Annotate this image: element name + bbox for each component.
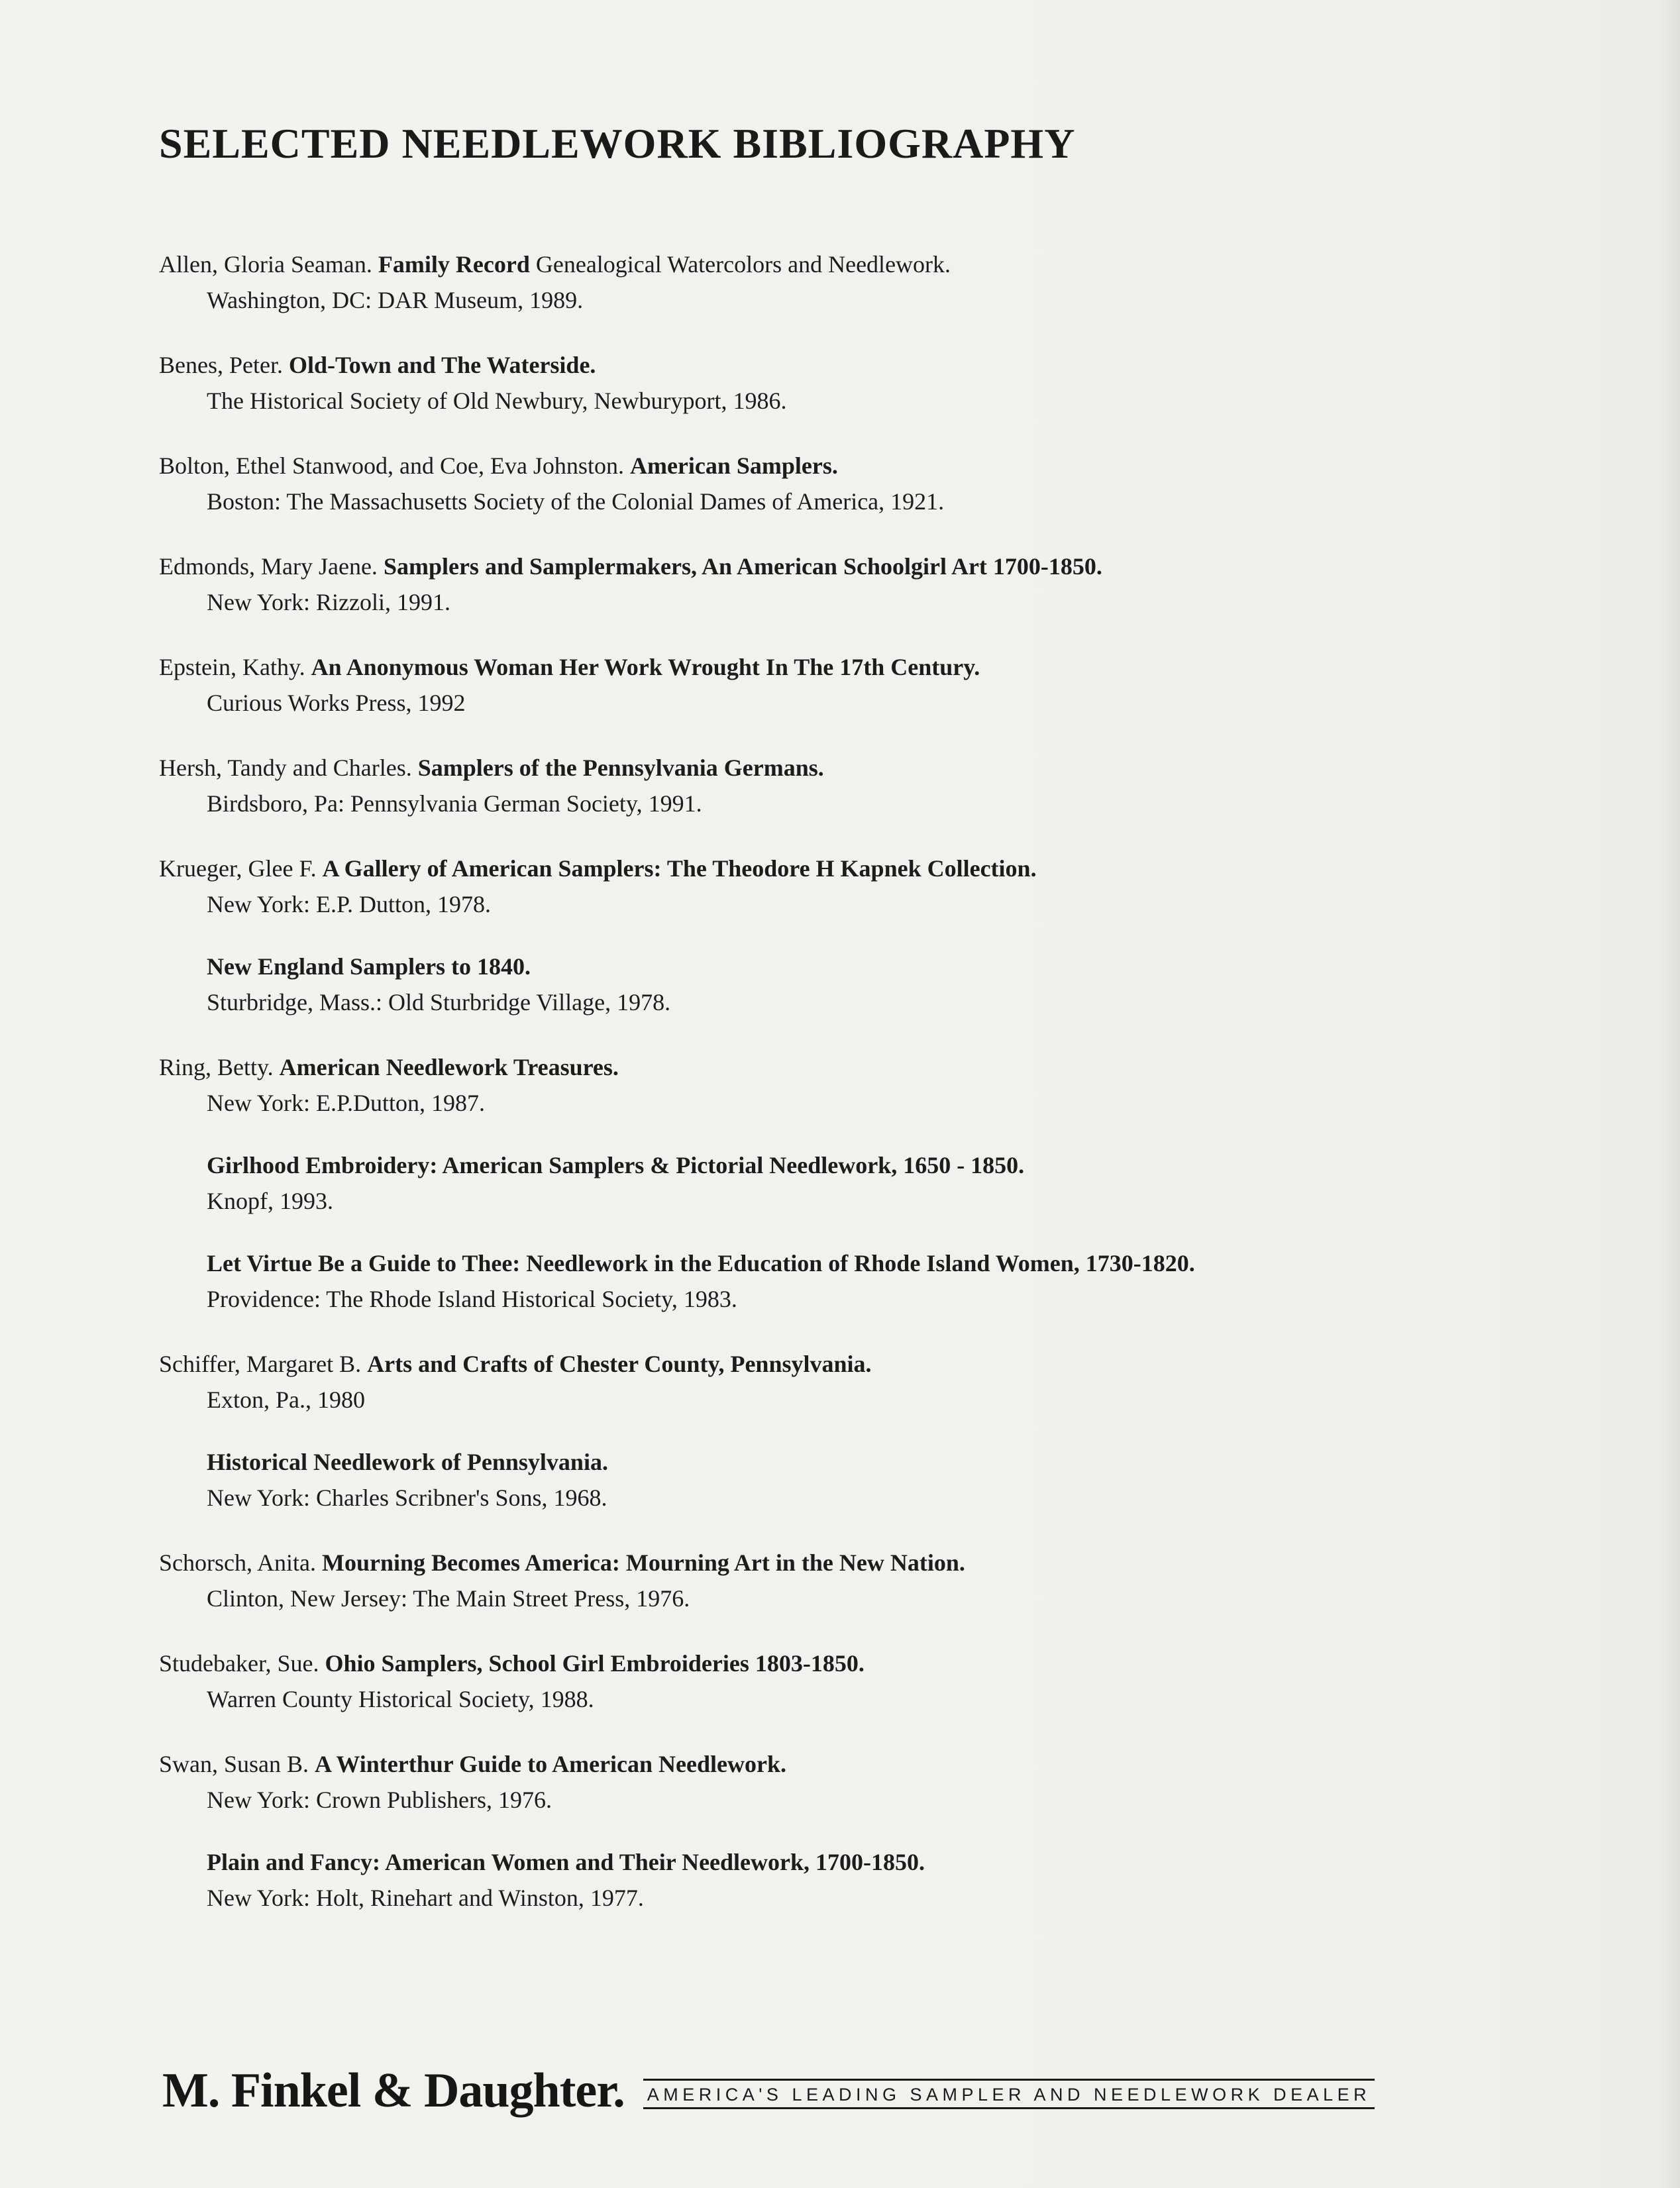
bibliography-entry [159,949,1484,1020]
bibliography-entry [159,1645,1484,1717]
bibliography-entry [159,1444,1484,1516]
entry-publisher: New York: Crown Publishers, 1976. [207,1787,552,1813]
entry-author: Schorsch, Anita. [159,1549,316,1576]
entry-subtitle: Genealogical Watercolors and Needlework. [535,251,951,278]
entry-publisher: The Historical Society of Old Newbury, Newburyport, 1986. [207,388,787,414]
entry-author: Allen, Gloria Seaman. [159,251,372,278]
entry-publisher: New York: Rizzoli, 1991. [207,589,450,615]
entry-citation-line [159,1645,1484,1681]
entry-title: Girlhood Embroidery: American Samplers & Pictorial Needlework, 1650 - 1850. [207,1152,1025,1178]
bibliography-entry [159,1346,1484,1418]
bibliography-entry [159,1245,1484,1317]
entry-author: Schiffer, Margaret B. [159,1351,362,1377]
entry-citation-line [159,1444,1484,1480]
entry-author: Hersh, Tandy and Charles. [159,755,412,781]
brand-logo: M. Finkel & Daughter. [162,2063,625,2118]
entry-citation-line [159,851,1484,886]
entry-author: Krueger, Glee F. [159,855,317,882]
page-title: SELECTED NEEDLEWORK BIBLIOGRAPHY [159,120,1076,167]
entry-citation-line [159,1245,1484,1281]
entry-publisher: Knopf, 1993. [207,1188,333,1214]
entry-citation-line [159,949,1484,984]
entry-citation-line [159,1746,1484,1782]
entry-title: Let Virtue Be a Guide to Thee: Needlework in the Education of Rhode Island Women, 1730-1820. [207,1250,1195,1276]
entry-author: Epstein, Kathy. [159,654,305,680]
entry-title: Historical Needlework of Pennsylvania. [207,1449,608,1475]
entry-author: Edmonds, Mary Jaene. [159,553,378,580]
bibliography-entry [159,347,1484,419]
entry-author: Ring, Betty. [159,1054,274,1080]
bibliography-list [159,246,1484,1945]
entry-title: New England Samplers to 1840. [207,953,531,980]
entry-publisher: New York: Holt, Rinehart and Winston, 1977. [207,1885,644,1911]
entry-author: Benes, Peter. [159,352,283,378]
entry-publisher: Washington, DC: DAR Museum, 1989. [207,287,584,313]
entry-title: Old-Town and The Waterside. [288,352,596,378]
bibliography-entry [159,1545,1484,1616]
entry-publisher: Exton, Pa., 1980 [207,1386,365,1413]
entry-publisher: Providence: The Rhode Island Historical Society, 1983. [207,1286,737,1312]
entry-title: A Gallery of American Samplers: The Theodore H Kapnek Collection. [322,855,1037,882]
entry-citation-line [159,347,1484,383]
bibliography-entry [159,1844,1484,1916]
entry-author: Studebaker, Sue. [159,1650,319,1677]
entry-citation-line [159,246,1484,282]
entry-author: Swan, Susan B. [159,1751,309,1777]
entry-publisher: Boston: The Massachusetts Society of the Colonial Dames of America, 1921. [207,488,945,515]
bibliography-entry [159,1147,1484,1219]
entry-title: Ohio Samplers, School Girl Embroideries 1803-1850. [325,1650,865,1677]
entry-title: Samplers of the Pennsylvania Germans. [417,755,824,781]
footer [162,2064,1375,2117]
entry-title: Mourning Becomes America: Mourning Art in the New Nation. [321,1549,965,1576]
paper-edge-shadow [1660,0,1680,2188]
entry-citation-line [159,548,1484,584]
entry-title: An Anonymous Woman Her Work Wrought In The 17th Century. [311,654,980,680]
entry-citation-line [159,448,1484,484]
entry-title: Family Record [378,251,530,278]
entry-title: A Winterthur Guide to American Needlework. [315,1751,786,1777]
bibliography-entry [159,750,1484,821]
entry-title: American Needlework Treasures. [279,1054,619,1080]
tagline: AMERICA'S LEADING SAMPLER AND NEEDLEWORK DEALER [643,2079,1375,2109]
bibliography-entry [159,1746,1484,1818]
entry-title: Samplers and Samplermakers, An American Schoolgirl Art 1700-1850. [383,553,1102,580]
entry-citation-line [159,649,1484,685]
bibliography-entry [159,649,1484,721]
entry-publisher: Clinton, New Jersey: The Main Street Press, 1976. [207,1585,690,1612]
entry-title: American Samplers. [629,452,838,479]
entry-citation-line [159,1147,1484,1183]
entry-citation-line [159,1844,1484,1880]
entry-publisher: New York: E.P. Dutton, 1978. [207,891,492,917]
entry-citation-line [159,1346,1484,1382]
entry-publisher: New York: Charles Scribner's Sons, 1968. [207,1485,607,1511]
entry-author: Bolton, Ethel Stanwood, and Coe, Eva Johnston. [159,452,624,479]
bibliography-entry [159,246,1484,318]
bibliography-entry [159,1049,1484,1121]
entry-publisher: New York: E.P.Dutton, 1987. [207,1090,486,1116]
entry-publisher: Birdsboro, Pa: Pennsylvania German Society, 1991. [207,790,702,817]
entry-citation-line [159,750,1484,786]
entry-citation-line [159,1545,1484,1581]
bibliography-entry [159,548,1484,620]
entry-citation-line [159,1049,1484,1085]
entry-publisher: Warren County Historical Society, 1988. [207,1686,594,1712]
entry-publisher: Sturbridge, Mass.: Old Sturbridge Village, 1978. [207,989,671,1016]
entry-publisher: Curious Works Press, 1992 [207,690,466,716]
bibliography-entry [159,448,1484,519]
bibliography-entry [159,851,1484,922]
entry-title: Plain and Fancy: American Women and Their Needlework, 1700-1850. [207,1849,925,1875]
entry-title: Arts and Crafts of Chester County, Pennsylvania. [367,1351,872,1377]
